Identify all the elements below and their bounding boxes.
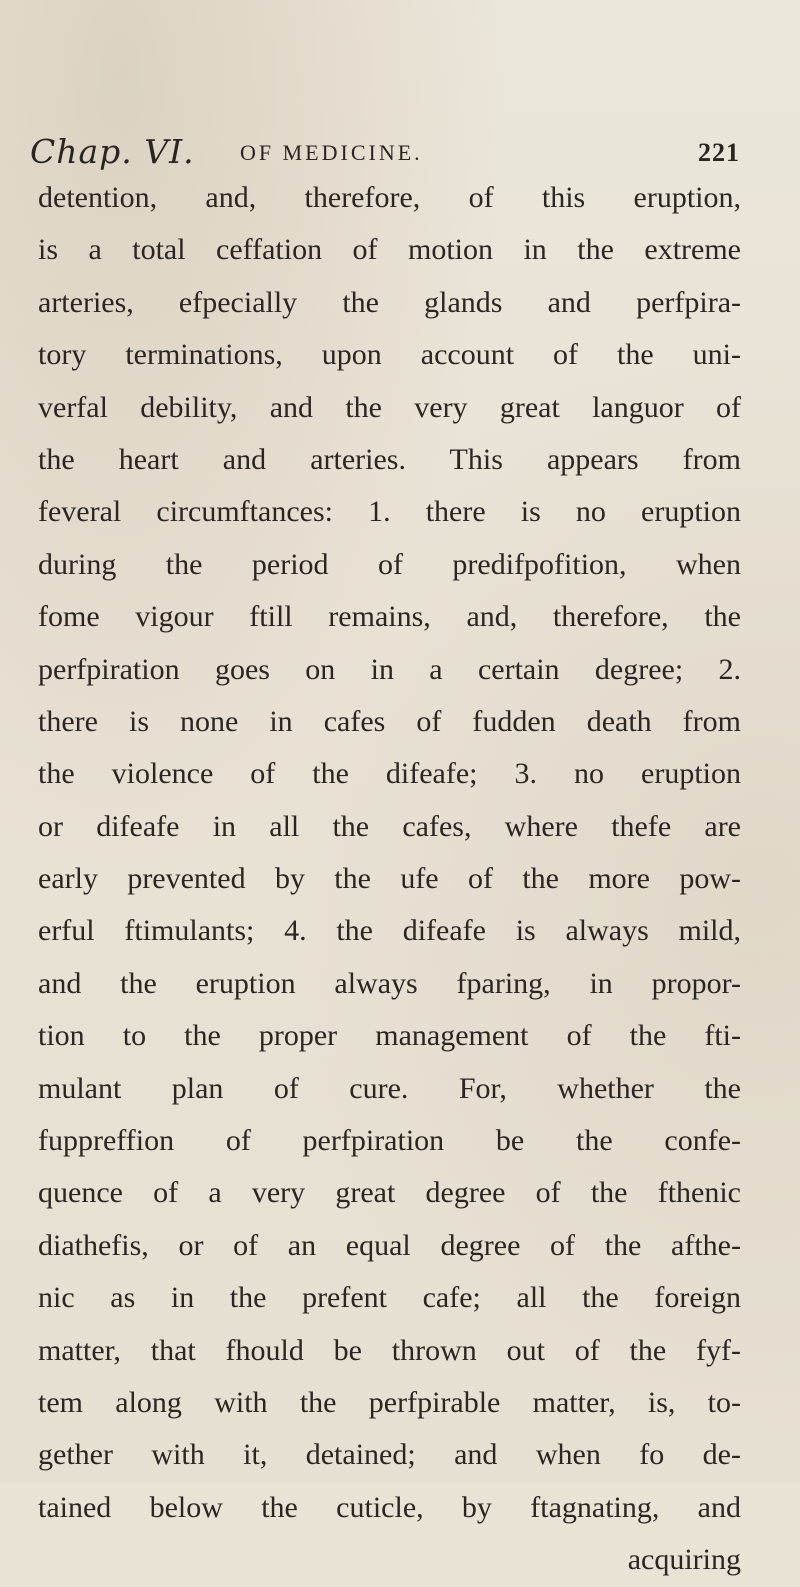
chapter-heading: Chap. VI. (30, 132, 195, 171)
text-line: the violence of the difeafe; 3. no eruption (38, 757, 741, 791)
text-line: fome vigour ftill remains, and, therefore, the (38, 600, 741, 634)
text-line: or difeafe in all the cafes, where thefe are (38, 809, 741, 843)
page-number: 221 (698, 138, 740, 167)
text-line: during the period of predifpofition, when (38, 547, 741, 581)
text-line: diathefis, or of an equal degree of the afthe- (38, 1228, 741, 1262)
text-line: mulant plan of cure. For, whether the (38, 1071, 741, 1105)
text-line: perfpiration goes on in a certain degree; 2. (38, 652, 741, 686)
text-line: tained below the cuticle, by ftagnating, and (38, 1490, 741, 1524)
text-line: nic as in the prefent cafe; all the foreign (38, 1281, 741, 1315)
text-line: verfal debility, and the very great languor of (38, 390, 741, 424)
text-line: quence of a very great degree of the fthenic (38, 1176, 741, 1210)
catchword: acquiring (627, 1543, 741, 1577)
text-line: erful ftimulants; 4. the difeafe is always mild, (38, 914, 741, 948)
text-line: tion to the proper management of the fti- (38, 1019, 741, 1053)
text-line: feveral circumftances: 1. there is no eruption (38, 495, 741, 529)
text-line: the heart and arteries. This appears from (38, 442, 741, 476)
text-line: arteries, efpecially the glands and perfpira- (38, 285, 741, 319)
text-line: and the eruption always fparing, in propor- (38, 966, 741, 1000)
running-title: OF MEDICINE. (240, 140, 423, 165)
text-line: tory terminations, upon account of the uni- (38, 338, 741, 372)
text-line: fuppreffion of perfpiration be the confe- (38, 1124, 741, 1158)
text-line: tem along with the perfpirable matter, is, to- (38, 1385, 741, 1419)
text-line: detention, and, therefore, of this eruption, (38, 181, 741, 214)
text-line: is a total ceffation of motion in the extreme (38, 233, 741, 267)
text-line: gether with it, detained; and when fo de- (38, 1438, 741, 1472)
text-line: matter, that fhould be thrown out of the fyf- (38, 1333, 741, 1367)
text-line: there is none in cafes of fudden death from (38, 704, 741, 738)
body-text (38, 172, 741, 1587)
text-line: early prevented by the ufe of the more pow- (38, 862, 741, 896)
